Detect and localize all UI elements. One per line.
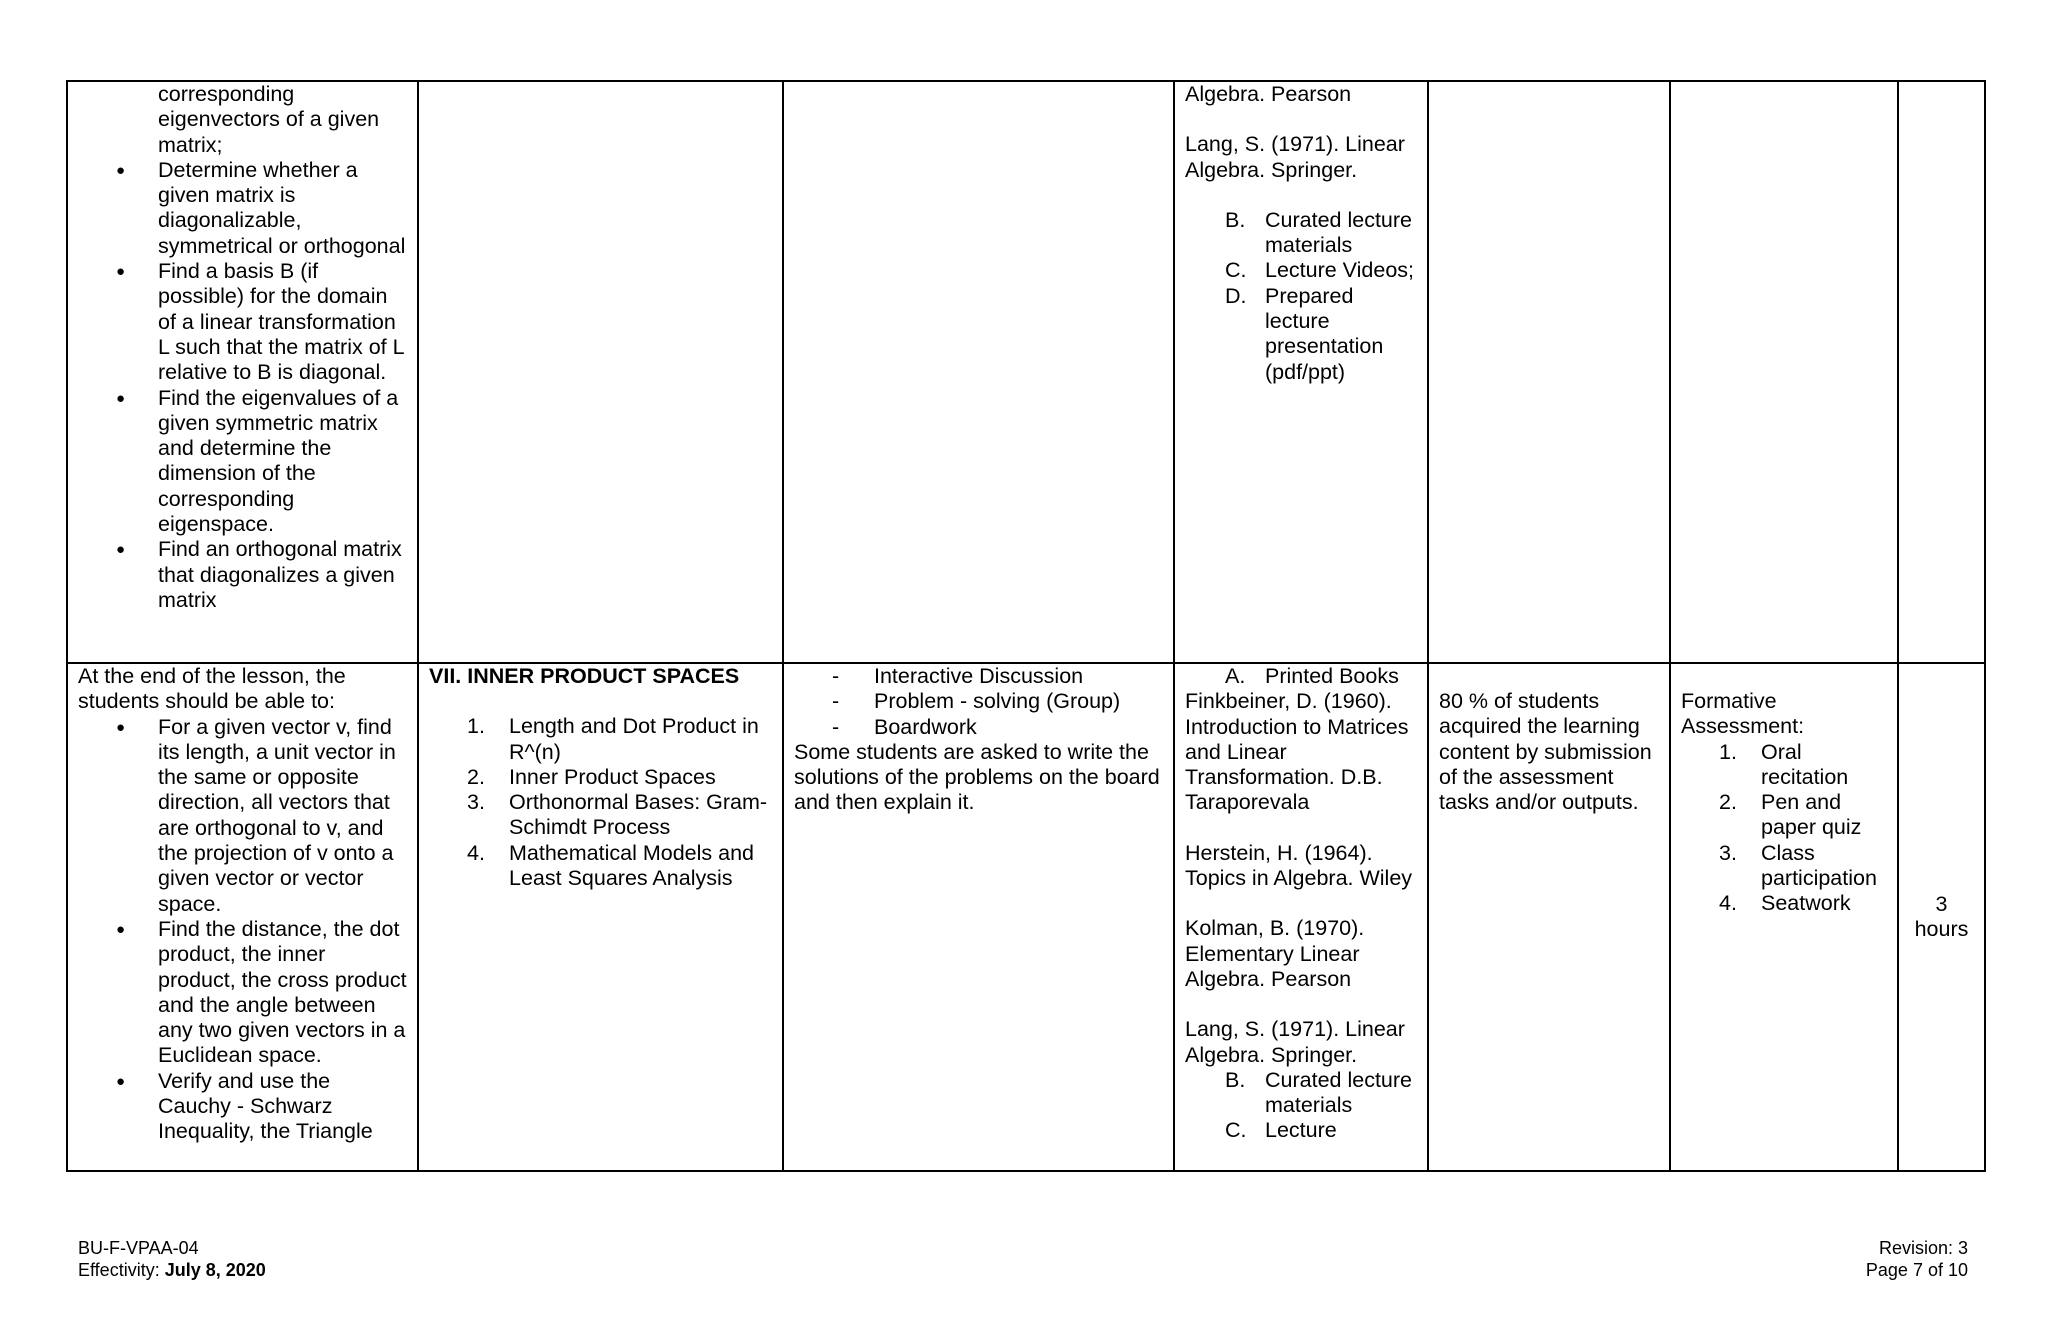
list-item: 2. Pen and paper quiz: [1719, 790, 1862, 840]
target-cell: [1428, 81, 1670, 663]
resources-list: [1185, 208, 1417, 385]
list-item: 2. Inner Product Spaces: [467, 764, 716, 789]
list-item: - Problem - solving (Group): [832, 689, 1121, 714]
reference-entry: Lang, S. (1971). Linear Algebra. Springer.: [1185, 1017, 1405, 1067]
list-item: B. Curated lecture materials: [1225, 207, 1412, 258]
list-item: ● For a given vector v, find its length, a unit vector in the same or opposite direction, all vectors that are orthogonal to v, and the projection of v onto a given vector or vector space.: [78, 715, 407, 917]
list-item: 1. Length and Dot Product in R^(n): [467, 714, 759, 764]
assessment-cell: [1670, 663, 1898, 1171]
references-cell: [1174, 663, 1428, 1171]
list-item: ● Determine whether a given matrix is diagonalizable, symmetrical or orthogonal: [78, 158, 407, 259]
footer-left: [78, 1237, 266, 1281]
revision: Revision: 3: [1878, 1238, 1968, 1258]
effectivity: Effectivity: July 8, 2020: [78, 1260, 266, 1280]
outcome-continued: corresponding eigenvectors of a given matrix;: [158, 82, 380, 157]
list-item: C. Lecture: [1225, 1118, 1337, 1143]
table-row: [67, 81, 1985, 663]
topics-list: [429, 714, 772, 891]
list-item: 3. Class participation: [1719, 840, 1877, 891]
list-item: A. Printed Books: [1225, 664, 1399, 688]
list-item: - Boardwork: [832, 714, 977, 739]
learning-outcomes-cell: [67, 663, 418, 1171]
reference-entry: Herstein, H. (1964). Topics in Algebra. Wiley: [1185, 840, 1413, 891]
list-item: ● Find an orthogonal matrix that diagonalizes a given matrix: [78, 537, 407, 613]
list-item: C. Lecture Videos;: [1225, 258, 1415, 283]
performance-target: 80 % of students acquired the learning content by submission of the assessment tasks and/or outputs.: [1439, 689, 1652, 815]
topics-cell: [418, 81, 783, 663]
list-item: 3. Orthonormal Bases: Gram-Schimdt Process: [467, 790, 768, 840]
list-item: 4. Seatwork: [1719, 891, 1851, 916]
page-number: Page 7 of 10: [1865, 1260, 1968, 1280]
time-cell: [1898, 663, 1985, 1171]
list-item: - Interactive Discussion: [832, 664, 1084, 688]
topic-title: VII. INNER PRODUCT SPACES: [429, 664, 740, 688]
activities-note: Some students are asked to write the solutions of the problems on the board and then explain it.: [794, 739, 1160, 815]
footer-right: [1866, 1237, 1968, 1281]
assessment-title: Formative Assessment:: [1681, 689, 1805, 739]
list-item: ● Find a basis B (if possible) for the domain of a linear transformation L such that the matrix of L relative to B is diagonal.: [78, 259, 407, 385]
list-item: ● Find the distance, the dot product, the inner product, the cross product and the angle between any two given vectors in a Euclidean space.: [78, 917, 407, 1069]
activities-cell: [783, 81, 1174, 663]
reference-entry: Kolman, B. (1970). Elementary Linear Algebra. Pearson: [1185, 916, 1365, 991]
outcomes-list: [78, 715, 407, 1145]
outcomes-list: [78, 158, 407, 613]
outcomes-intro: At the end of the lesson, the students should be able to:: [78, 664, 346, 714]
list-item: 1. Oral recitation: [1719, 739, 1849, 789]
time-allotment: 3 hours: [1914, 891, 1969, 941]
list-item: ● Verify and use the Cauchy - Schwarz Inequality, the Triangle: [78, 1069, 407, 1145]
resources-list: [1185, 664, 1417, 689]
reference-entry: Algebra. Pearson: [1185, 82, 1352, 106]
reference-entry: Finkbeiner, D. (1960). Introduction to Matrices and Linear Transformation. D.B. Taraporevala: [1185, 689, 1409, 815]
time-cell: [1898, 81, 1985, 663]
syllabus-table: [66, 80, 1986, 1172]
references-cell: [1174, 81, 1428, 663]
activities-list: [794, 664, 1163, 740]
list-item: ● Find the eigenvalues of a given symmetric matrix and determine the dimension of the corresponding eigenspace.: [78, 386, 407, 538]
assessments-list: [1681, 740, 1887, 917]
learning-outcomes-cell: [67, 81, 418, 663]
reference-entry: Lang, S. (1971). Linear Algebra. Springer.: [1185, 132, 1405, 182]
table-row: [67, 663, 1985, 1171]
assessment-cell: [1670, 81, 1898, 663]
target-cell: [1428, 663, 1670, 1171]
form-code: BU-F-VPAA-04: [78, 1238, 199, 1258]
topics-cell: [418, 663, 783, 1171]
activities-cell: [783, 663, 1174, 1171]
list-item: B. Curated lecture materials: [1225, 1067, 1412, 1118]
list-item: D. Prepared lecture presentation (pdf/ppt): [1225, 283, 1384, 384]
effectivity-date: July 8, 2020: [164, 1260, 266, 1280]
list-item: 4. Mathematical Models and Least Squares Analysis: [467, 840, 754, 891]
resources-list: [1185, 1068, 1417, 1144]
